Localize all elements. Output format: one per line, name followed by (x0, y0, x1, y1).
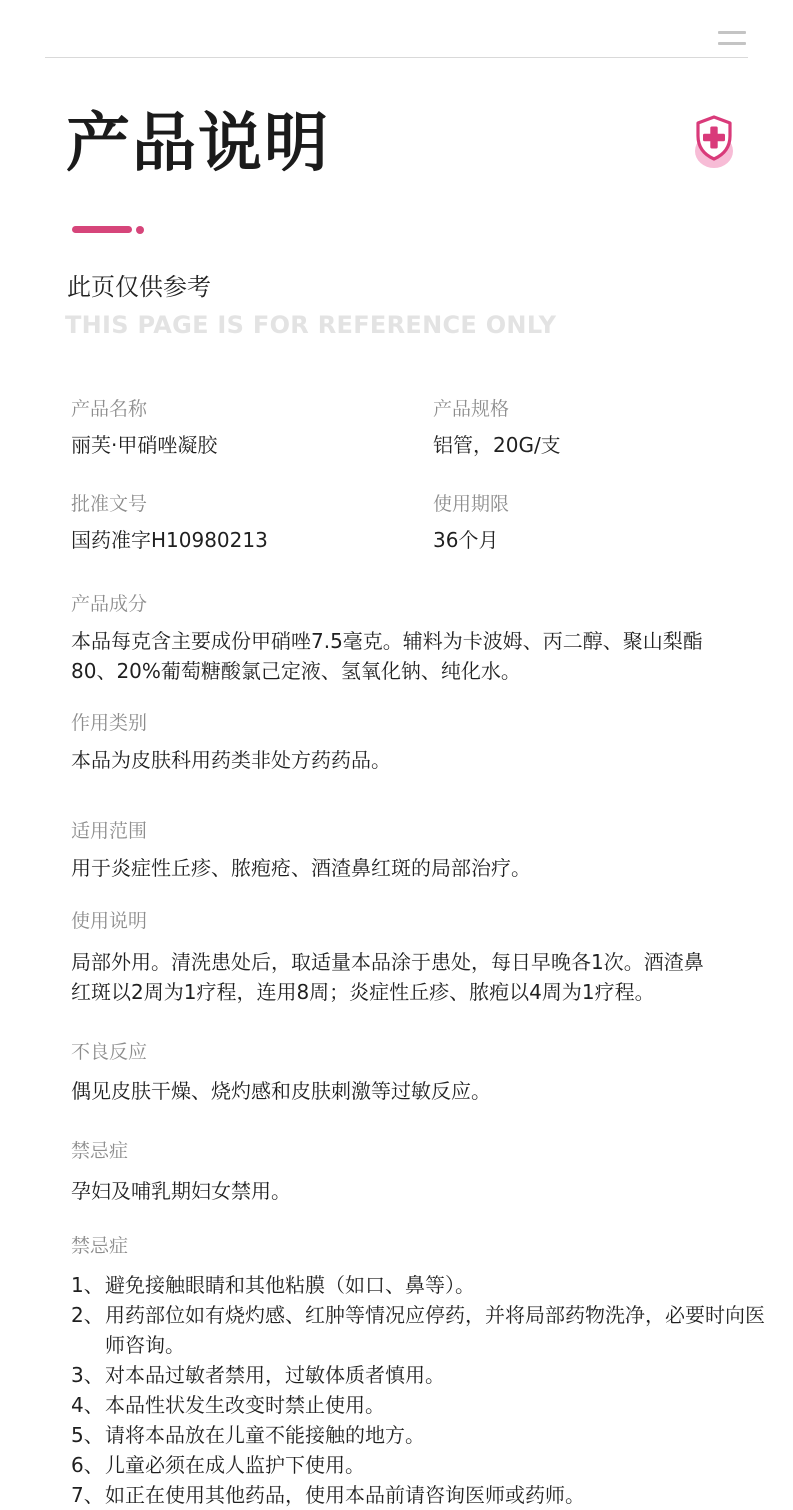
indications-text (71, 853, 771, 883)
expiry-label: 使用期限 (433, 493, 510, 515)
indications-line: 用于炎症性丘疹、脓疱疮、酒渣鼻红斑的局部治疗。 (71, 856, 531, 880)
list-number: 2、 (71, 1303, 104, 1327)
usage-label: 使用说明 (71, 910, 148, 932)
list-text: 儿童必须在成人监护下使用。 (105, 1453, 365, 1477)
precautions-list (71, 1270, 771, 1510)
product-spec-label: 产品规格 (433, 398, 510, 420)
accent-dot (136, 226, 144, 234)
list-item (71, 1390, 771, 1420)
medical-cross-shield-icon (693, 113, 735, 171)
usage-text (71, 947, 771, 1007)
top-divider (45, 57, 748, 58)
list-text: 本品性状发生改变时禁止使用。 (105, 1393, 385, 1417)
category-label: 作用类别 (71, 712, 148, 734)
list-number: 5、 (71, 1423, 104, 1447)
usage-line: 红斑以2周为1疗程，连用8周；炎症性丘疹、脓疱以4周为1疗程。 (71, 980, 655, 1004)
category-text (71, 745, 771, 775)
product-name-value: 丽芙·甲硝唑凝胶 (71, 433, 218, 457)
list-number: 6、 (71, 1453, 104, 1477)
indications-label: 适用范围 (71, 820, 148, 842)
list-number: 1、 (71, 1273, 104, 1297)
ingredients-line: 80、20%葡萄糖酸氯己定液、氢氧化钠、纯化水。 (71, 659, 521, 683)
contraindications-line: 孕妇及哺乳期妇女禁用。 (71, 1179, 291, 1203)
list-item (71, 1270, 771, 1300)
approval-number-label: 批准文号 (71, 493, 148, 515)
contraindications-text (71, 1176, 771, 1206)
list-text: 用药部位如有烧灼感、红肿等情况应停药，并将局部药物洗净，必要时向医师咨询。 (105, 1303, 765, 1357)
list-number: 7、 (71, 1483, 104, 1507)
product-spec-value: 铝管，20G/支 (433, 433, 561, 457)
hamburger-menu-icon[interactable] (718, 30, 748, 48)
ingredients-text (71, 626, 771, 686)
ingredients-label: 产品成分 (71, 593, 148, 615)
list-item (71, 1450, 771, 1480)
list-item (71, 1300, 771, 1360)
precautions-label: 禁忌症 (71, 1235, 129, 1257)
contraindications-label: 禁忌症 (71, 1140, 129, 1162)
list-text: 对本品过敏者禁用，过敏体质者慎用。 (105, 1363, 445, 1387)
category-line: 本品为皮肤科用药类非处方药药品。 (71, 748, 391, 772)
ingredients-line: 本品每克含主要成份甲硝唑7.5毫克。辅料为卡波姆、丙二醇、聚山梨酯 (71, 629, 703, 653)
list-text: 请将本品放在儿童不能接触的地方。 (105, 1423, 425, 1447)
subtitle-english: THIS PAGE IS FOR REFERENCE ONLY (65, 311, 557, 339)
subtitle-chinese: 此页仅供参考 (67, 273, 211, 301)
list-number: 4、 (71, 1393, 104, 1417)
adverse-line: 偶见皮肤干燥、烧灼感和皮肤刺激等过敏反应。 (71, 1079, 491, 1103)
product-name-label: 产品名称 (71, 398, 148, 420)
list-number: 3、 (71, 1363, 104, 1387)
adverse-reactions-label: 不良反应 (71, 1041, 148, 1063)
usage-line: 局部外用。清洗患处后，取适量本品涂于患处，每日早晚各1次。酒渣鼻 (71, 950, 704, 974)
adverse-reactions-text (71, 1076, 771, 1106)
list-text: 如正在使用其他药品，使用本品前请咨询医师或药师。 (105, 1483, 585, 1507)
list-item (71, 1360, 771, 1390)
page-title: 产品说明 (66, 107, 330, 181)
list-item (71, 1420, 771, 1450)
list-item (71, 1480, 771, 1510)
approval-number-value: 国药准字H10980213 (71, 528, 268, 552)
accent-bar (72, 226, 132, 233)
expiry-value: 36个月 (433, 528, 499, 552)
list-text: 避免接触眼睛和其他粘膜（如口、鼻等）。 (105, 1273, 475, 1297)
